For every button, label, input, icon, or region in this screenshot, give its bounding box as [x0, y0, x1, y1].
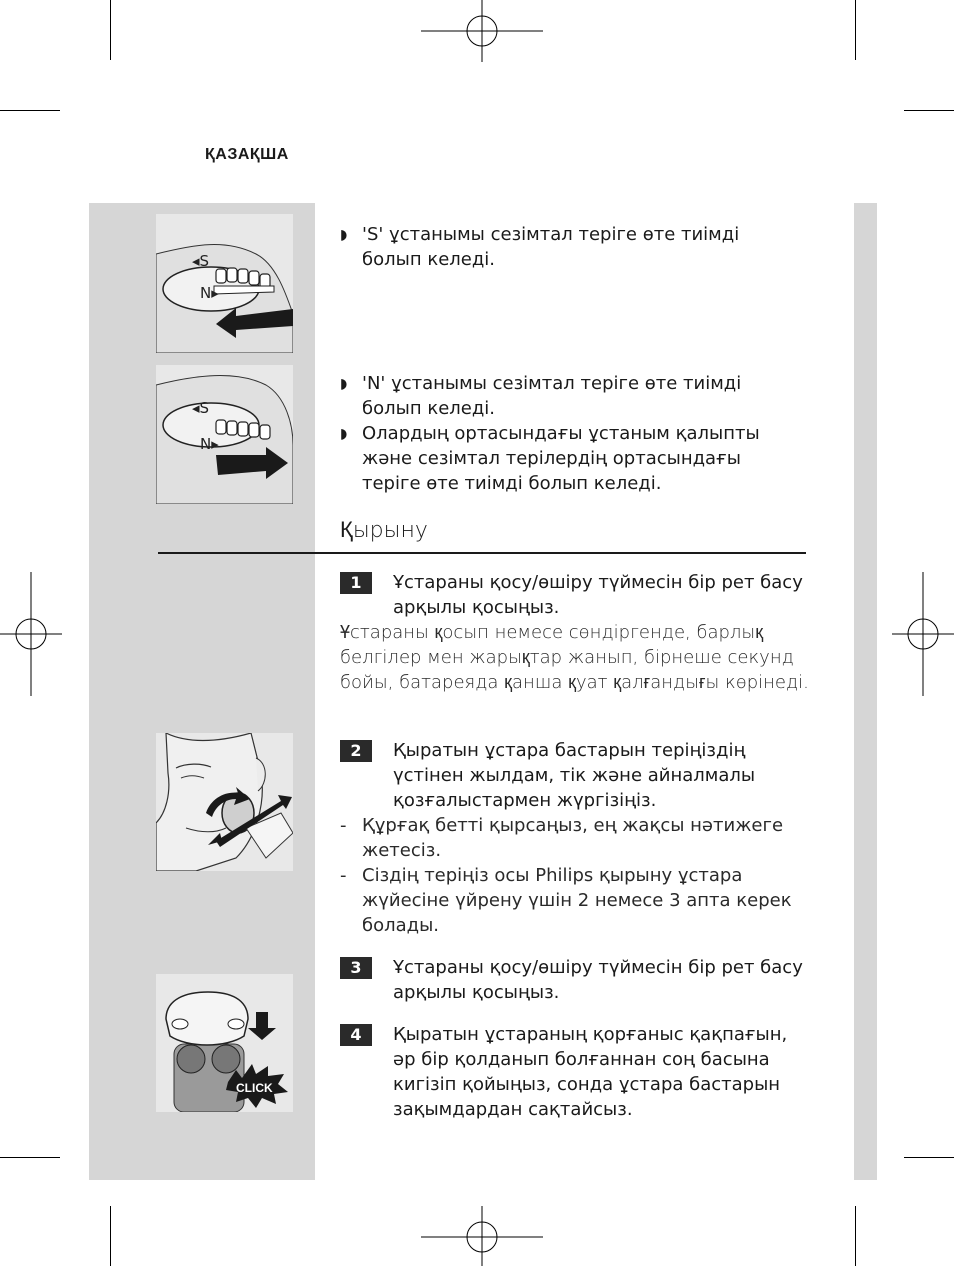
bullet-text: Олардың ортасындағы ұстаным қалыпты және сезімтал терілердің ортасындағы теріге өте тиімді болып келеді.: [362, 423, 760, 494]
click-label: CLICK: [236, 1081, 273, 1095]
bullet-marker: ◗: [340, 376, 348, 392]
registration-mark-bottom: [421, 1206, 543, 1266]
svg-text:N▸: N▸: [200, 284, 219, 302]
svg-text:◂S: ◂S: [192, 399, 210, 417]
bullet-middle-setting: [340, 421, 800, 496]
svg-text:◂S: ◂S: [192, 252, 210, 270]
bullet-text: 'S' ұстанымы сезімтал теріге өте тиімді болып келеді.: [362, 224, 740, 270]
step-number: 2: [340, 740, 372, 762]
step-text: Қыратын ұстараның қорғаныс қақпағын, әр бір қолданып болғаннан соң басына кигізіп қойыңыз, сонда ұстара бастарын зақымдардан сақтайсыз.: [393, 1024, 788, 1120]
figure-shaving-face: [156, 733, 293, 871]
heading-rule: [158, 552, 806, 554]
bullet-n-setting: [340, 371, 800, 421]
svg-text:N▸: N▸: [200, 435, 219, 453]
figure-pointer: [293, 222, 315, 248]
step-3: [340, 955, 805, 1005]
bullet-s-setting: [340, 222, 800, 272]
bullet-marker: ◗: [340, 227, 348, 243]
step-number: 1: [340, 572, 372, 594]
face-shaving-illustration: [156, 733, 293, 871]
shaver-n-setting-illustration: [156, 365, 293, 504]
bullet-marker: ◗: [340, 426, 348, 442]
bullet-text: 'N' ұстанымы сезімтал теріге өте тиімді болып келеді.: [362, 373, 742, 419]
step-number: 3: [340, 957, 372, 979]
step-text: Ұстараны қосу/өшіру түймесін бір рет басу арқылы қосыңыз.: [393, 572, 803, 618]
section-heading: Қырыну: [340, 518, 428, 543]
step-2-tip: [340, 863, 810, 938]
registration-mark-top: [421, 0, 543, 62]
figure-s-setting: [156, 214, 293, 353]
step-4: [340, 1022, 805, 1122]
step-text: Қыратын ұстара бастарын теріңіздің үстінен жылдам, тік және айналмалы қозғалыстармен жүргізіңіз.: [393, 740, 756, 811]
protection-cap-illustration: [156, 974, 293, 1112]
language-label: ҚАЗАҚША: [205, 146, 289, 163]
step-number: 4: [340, 1024, 372, 1046]
step-2: [340, 738, 805, 813]
step-1-note: Ұстараны қосып немесе сөндіргенде, барлық белгілер мен жарықтар жанып, бірнеше секунд бойы, батареяда қанша қуат қалғандығы көрінеді.: [340, 622, 809, 693]
tip-text: Құрғақ бетті қырсаңыз, ең жақсы нәтижеге жетесіз.: [362, 815, 784, 861]
registration-mark-right: [892, 572, 954, 696]
step-2-tip: [340, 813, 810, 863]
tip-dash: -: [340, 815, 347, 836]
figure-protection-cap: [156, 974, 293, 1112]
tip-dash: -: [340, 865, 347, 886]
figure-n-setting: [156, 365, 293, 504]
registration-mark-left: [0, 572, 62, 696]
tip-text: Сіздің теріңіз осы Philips қырыну ұстара жүйесіне үйрену үшін 2 немесе 3 апта керек болады.: [362, 865, 792, 936]
figure-pointer: [293, 373, 315, 399]
step-text: Ұстараны қосу/өшіру түймесін бір рет басу арқылы қосыңыз.: [393, 957, 803, 1003]
shaver-s-setting-illustration: [156, 214, 293, 353]
step-1: [340, 570, 805, 620]
margin-bar: [854, 203, 877, 1180]
